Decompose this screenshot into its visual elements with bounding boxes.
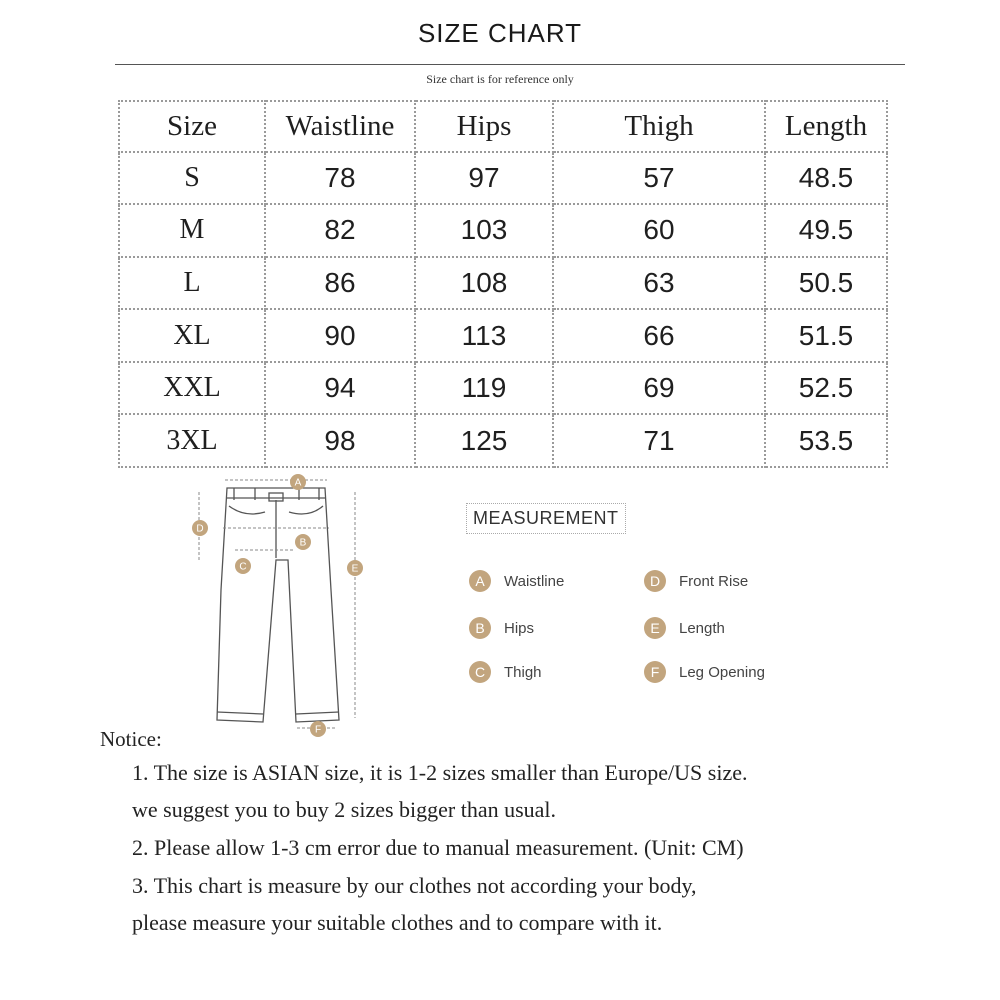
legend-item-leg-opening: [644, 661, 765, 683]
cell-length: 52.5: [765, 362, 887, 415]
marker-d: D: [196, 523, 204, 535]
notice-line: 2. Please allow 1-3 cm error due to manual measurement. (Unit: CM): [132, 835, 744, 860]
table-row: [119, 152, 887, 205]
table-row: [119, 204, 887, 257]
marker-b: B: [299, 537, 307, 549]
cell-thigh: 60: [553, 204, 765, 257]
marker-a: A: [294, 477, 302, 489]
table-row: [119, 309, 887, 362]
legend-item-front-rise: [644, 570, 748, 592]
marker-f: F: [314, 724, 322, 736]
cell-hips: 103: [415, 204, 553, 257]
marker-c: C: [239, 561, 247, 573]
legend-label: Hips: [504, 619, 535, 637]
cell-thigh: 71: [553, 414, 765, 467]
notice-line: 3. This chart is measure by our clothes not according your body,: [132, 873, 697, 898]
cell-thigh: 57: [553, 152, 765, 205]
header-thigh: Thigh: [553, 101, 765, 152]
cell-size: M: [119, 204, 265, 257]
cell-thigh: 63: [553, 257, 765, 310]
cell-hips: 119: [415, 362, 553, 415]
notice-heading: Notice:: [100, 727, 162, 751]
cell-size: L: [119, 257, 265, 310]
table-row: [119, 257, 887, 310]
cell-waistline: 86: [265, 257, 415, 310]
legend-badge: D: [644, 570, 666, 592]
cell-size: 3XL: [119, 414, 265, 467]
header-size: Size: [119, 101, 265, 152]
cell-waistline: 98: [265, 414, 415, 467]
legend-item-thigh: [469, 661, 542, 683]
cell-hips: 108: [415, 257, 553, 310]
cell-waistline: 94: [265, 362, 415, 415]
cell-hips: 113: [415, 309, 553, 362]
header-hips: Hips: [415, 101, 553, 152]
cell-thigh: 66: [553, 309, 765, 362]
cell-size: XL: [119, 309, 265, 362]
legend-item-length: [644, 617, 725, 639]
header-waistline: Waistline: [265, 101, 415, 152]
legend-label: Front Rise: [679, 572, 749, 590]
cell-waistline: 78: [265, 152, 415, 205]
notice-line: we suggest you to buy 2 sizes bigger than usual.: [132, 797, 557, 822]
table-row: [119, 362, 887, 415]
cell-length: 51.5: [765, 309, 887, 362]
cell-thigh: 69: [553, 362, 765, 415]
header-length: Length: [765, 101, 887, 152]
legend-item-waistline: [469, 570, 564, 592]
cell-size: XXL: [119, 362, 265, 415]
cell-length: 50.5: [765, 257, 887, 310]
legend-badge: A: [469, 570, 491, 592]
marker-e: E: [351, 563, 359, 575]
table-header-row: [119, 101, 887, 152]
page-title: SIZE CHART: [417, 18, 583, 48]
cell-hips: 125: [415, 414, 553, 467]
pants-diagram: [185, 470, 385, 740]
pants-outline-icon: [217, 488, 339, 722]
cell-waistline: 90: [265, 309, 415, 362]
legend-badge: B: [469, 617, 491, 639]
legend-label: Leg Opening: [679, 663, 765, 681]
legend-badge: C: [469, 661, 491, 683]
legend-badge: E: [644, 617, 666, 639]
legend-badge: F: [644, 661, 666, 683]
legend-label: Waistline: [504, 572, 565, 590]
legend-label: Thigh: [504, 663, 542, 681]
table-row: [119, 414, 887, 467]
legend-label: Length: [679, 619, 725, 637]
cell-waistline: 82: [265, 204, 415, 257]
legend-title: MEASUREMENT: [466, 503, 626, 534]
cell-hips: 97: [415, 152, 553, 205]
title-divider: [115, 64, 905, 65]
page-subtitle: Size chart is for reference only: [426, 72, 574, 86]
notice-line: please measure your suitable clothes and to compare with it.: [132, 910, 663, 935]
legend-item-hips: [469, 617, 534, 639]
cell-size: S: [119, 152, 265, 205]
notice-line: 1. The size is ASIAN size, it is 1-2 sizes smaller than Europe/US size.: [132, 760, 748, 785]
cell-length: 53.5: [765, 414, 887, 467]
size-table: [118, 100, 888, 468]
cell-length: 48.5: [765, 152, 887, 205]
cell-length: 49.5: [765, 204, 887, 257]
